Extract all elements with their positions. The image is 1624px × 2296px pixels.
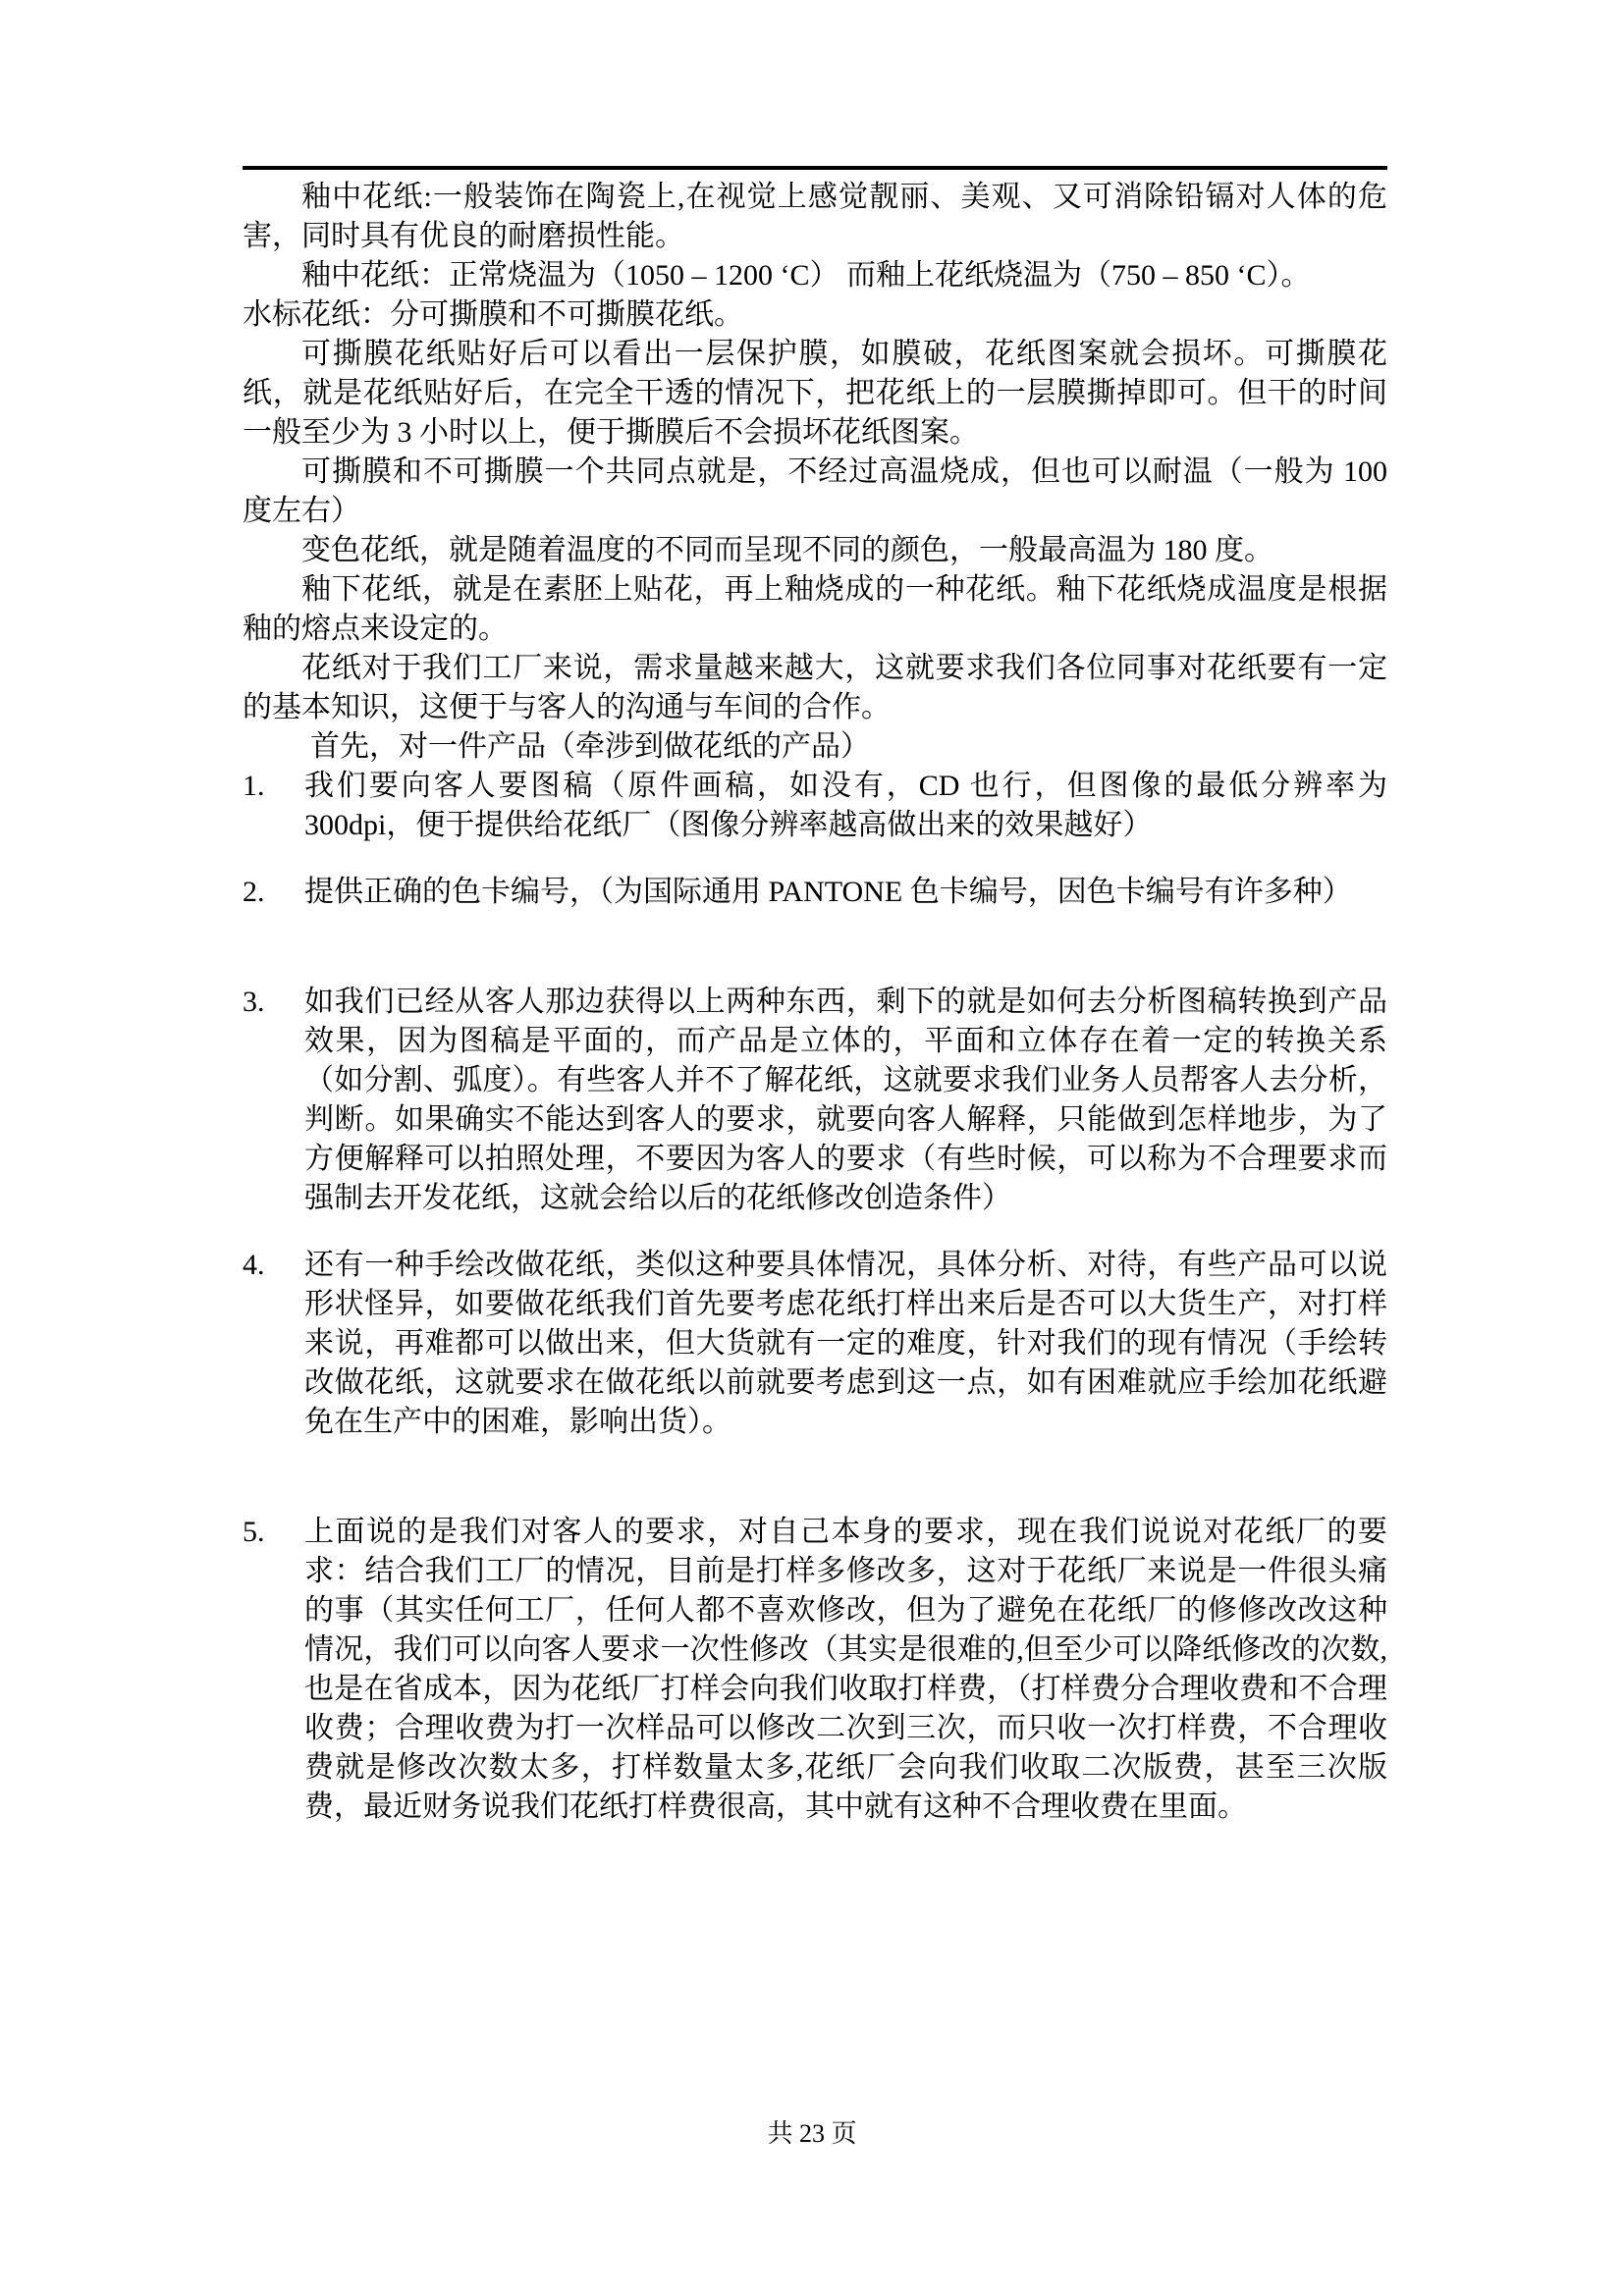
paragraph-water-mark-decal: 水标花纸：分可撕膜和不可撕膜花纸。 [243,298,743,331]
list-text: 提供正确的色卡编号，（为国际通用 PANTONE 色卡编号，因色卡编号有许多种） [304,876,1352,908]
document-body [243,166,1387,1827]
paragraph-glaze-decal-intro: 釉中花纸:一般装饰在陶瓷上,在视觉上感觉靓丽、美观、又可消除铅镉对人体的危害，同时具有优良的耐磨损性能。 [243,181,1387,252]
paragraph-common-point: 可撕膜和不可撕膜一个共同点就是，不经过高温烧成，但也可以耐温（一般为 100 度左右） [243,455,1387,527]
paragraph-peelable-film: 可撕膜花纸贴好后可以看出一层保护膜，如膜破，花纸图案就会损坏。可撕膜花纸，就是花纸贴好后，在完全干透的情况下，把花纸上的一层膜撕掉即可。但干的时间一般至少为 3 小时以上，便于撕膜后不会损坏花纸图案。 [243,338,1387,449]
paragraph-factory-demand: 花纸对于我们工厂来说，需求量越来越大，这就要求我们各位同事对花纸要有一定的基本知识，这便于与客人的沟通与车间的合作。 [243,652,1387,723]
header-divider-rule [243,166,1387,170]
list-text: 上面说的是我们对客人的要求，对自己本身的要求，现在我们说说对花纸厂的要求：结合我们工厂的情况，目前是打样多修改多，这对于花纸厂来说是一件很头痛的事（其实任何工厂，任何人都不喜欢修改，但为了避免在花纸厂的修修改改这种情况，我们可以向客人要求一次性修改（其实是很难的,但至少可以降纸修改的次数,也是在省成本，因为花纸厂打样会向我们收取打样费，（打样费分合理收费和不合理收费；合理收费为打一次样品可以修改二次到三次，而只收一次打样费，不合理收费就是修改次数太多，打样数量太多,花纸厂会向我们收取二次版费，甚至三次版费，最近财务说我们花纸打样费很高，其中就有这种不合理收费在里面。 [304,1516,1387,1823]
paragraph-underglaze-decal: 釉下花纸，就是在素胚上贴花，再上釉烧成的一种花纸。釉下花纸烧成温度是根据釉的熔点来设定的。 [243,573,1387,645]
list-item-5 [243,1513,1387,1827]
list-number: 2. [243,876,265,908]
list-item-2 [243,873,1387,912]
list-number: 5. [243,1516,265,1548]
paragraph-color-changing: 变色花纸，就是随着温度的不同而呈现不同的颜色，一般最高温为 180 度。 [301,534,1273,566]
list-text: 还有一种手绘改做花纸，类似这种要具体情况，具体分析、对待，有些产品可以说形状怪异，如要做花纸我们首先要考虑花纸打样出来后是否可以大货生产，对打样来说，再难都可以做出来，但大货就有一定的难度，针对我们的现有情况（手绘转改做花纸，这就要求在做花纸以前就要考虑到这一点，如有困难就应手绘加花纸避免在生产中的困难，影响出货）。 [304,1249,1387,1438]
list-number: 3. [243,986,265,1018]
list-number: 4. [243,1249,265,1281]
list-text: 我们要向客人要图稿（原件画稿，如没有，CD 也行，但图像的最低分辨率为 300dpi，便于提供给花纸厂（图像分辨率越高做出来的效果越好） [304,770,1387,841]
paragraph-firing-temperature: 釉中花纸：正常烧温为（1050 – 1200 ‘C） 而釉上花纸烧温为（750 – 850 ‘C）。 [301,259,1311,292]
numbered-list [243,767,1387,1827]
list-item-3 [243,983,1387,1218]
list-number: 1. [243,770,265,802]
list-item-4 [243,1246,1387,1442]
list-item-1 [243,767,1387,845]
paragraph-first-product-intro: 首先，对一件产品（牵涉到做花纸的产品） [310,730,870,763]
page-footer: 共 23 页 [767,2119,857,2148]
list-text: 如我们已经从客人那边获得以上两种东西，剩下的就是如何去分析图稿转换到产品效果，因为图稿是平面的，而产品是立体的，平面和立体存在着一定的转换关系（如分割、弧度）。有些客人并不了解花纸，这就要求我们业务人员帮客人去分析，判断。如果确实不能达到客人的要求，就要向客人解释，只能做到怎样地步，为了方便解释可以拍照处理，不要因为客人的要求（有些时候，可以称为不合理要求而强制去开发花纸，这就会给以后的花纸修改创造条件） [304,986,1387,1214]
